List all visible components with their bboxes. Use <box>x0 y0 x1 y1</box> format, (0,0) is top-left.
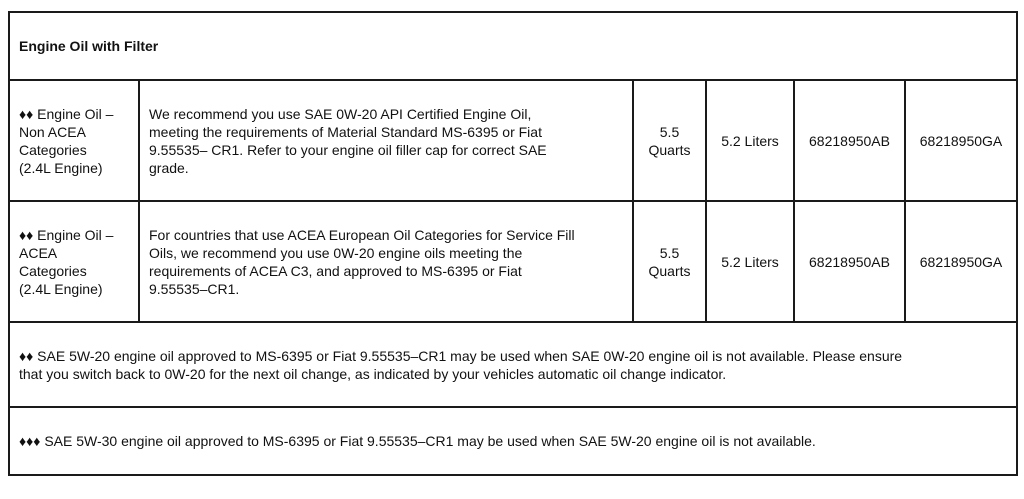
label-line: Categories <box>19 262 87 279</box>
table-title: Engine Oil with Filter <box>9 12 1017 80</box>
description-line: For countries that use ACEA European Oil Categories for Service Fill <box>149 226 575 243</box>
capacity-liters: 5.2 Liters <box>706 80 794 201</box>
label-line: (2.4L Engine) <box>19 280 103 297</box>
oil-spec-sheet <box>8 11 1016 486</box>
table-row <box>9 201 1017 322</box>
part-number-1: 68218950AB <box>794 201 905 322</box>
part-number-1: 68218950AB <box>794 80 905 201</box>
oil-type-label <box>9 80 139 201</box>
capacity-quarts <box>633 80 706 201</box>
part-number-2: 68218950GA <box>905 201 1017 322</box>
label-line: Non ACEA <box>19 123 86 140</box>
description-line: 9.55535–CR1. <box>149 280 240 297</box>
label-line: ♦♦ Engine Oil – <box>19 226 114 243</box>
quarts-value: 5.5 <box>659 123 680 140</box>
description-line: requirements of ACEA C3, and approved to MS-6395 or Fiat <box>149 262 522 279</box>
footnote-row <box>9 407 1017 475</box>
quarts-unit: Quarts <box>648 141 691 158</box>
label-line: Categories <box>19 141 87 158</box>
quarts-unit: Quarts <box>648 262 691 279</box>
oil-type-label <box>9 201 139 322</box>
description-line: Oils, we recommend you use 0W-20 engine oils meeting the <box>149 244 523 261</box>
table-title-row <box>9 12 1017 80</box>
capacity-quarts <box>633 201 706 322</box>
footnote-row <box>9 322 1017 407</box>
footnote-double-diamond <box>9 322 1017 407</box>
label-line: (2.4L Engine) <box>19 159 103 176</box>
engine-oil-table <box>8 11 1018 476</box>
description-line: grade. <box>149 159 189 176</box>
description-line: We recommend you use SAE 0W-20 API Certified Engine Oil, <box>149 105 532 122</box>
capacity-liters: 5.2 Liters <box>706 201 794 322</box>
oil-description <box>139 80 633 201</box>
table-row <box>9 80 1017 201</box>
label-line: ♦♦ Engine Oil – <box>19 105 114 122</box>
quarts-value: 5.5 <box>659 244 680 261</box>
footnote-line: that you switch back to 0W-20 for the next oil change, as indicated by your vehicles automatic oil change indicator. <box>19 365 727 382</box>
oil-description <box>139 201 633 322</box>
footnote-triple-diamond <box>9 407 1017 475</box>
part-number-2: 68218950GA <box>905 80 1017 201</box>
footnote-line: ♦♦♦ SAE 5W-30 engine oil approved to MS-6395 or Fiat 9.55535–CR1 may be used when SAE 5W-20 engine oil is not available. <box>19 433 816 449</box>
description-line: meeting the requirements of Material Standard MS-6395 or Fiat <box>149 123 542 140</box>
description-line: 9.55535– CR1. Refer to your engine oil filler cap for correct SAE <box>149 141 547 158</box>
label-line: ACEA <box>19 244 58 261</box>
footnote-line: ♦♦ SAE 5W-20 engine oil approved to MS-6395 or Fiat 9.55535–CR1 may be used when SAE 0W-20 engine oil is not available. Please ensure <box>19 347 903 364</box>
